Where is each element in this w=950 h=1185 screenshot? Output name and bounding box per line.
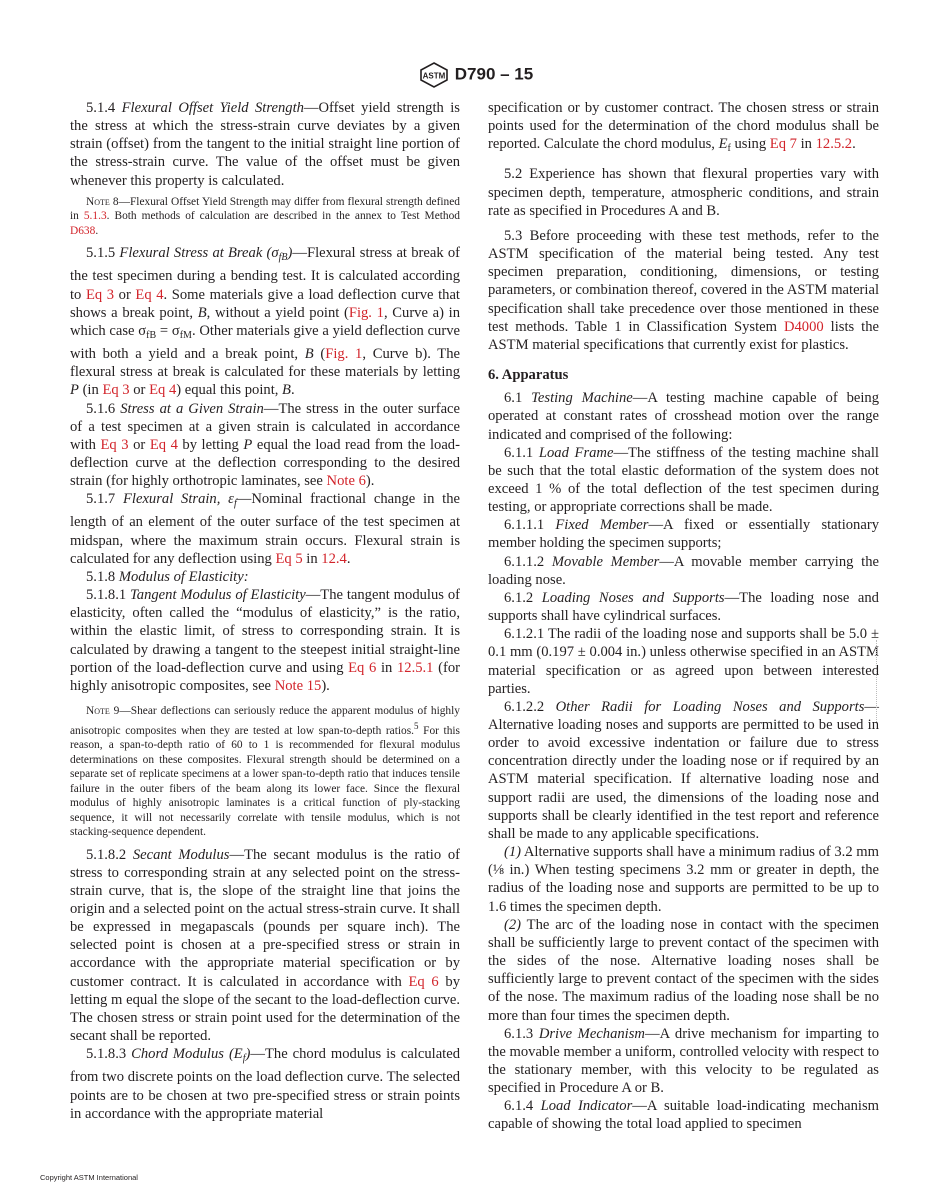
link-eq3[interactable]: Eq 3 [85, 286, 115, 303]
link-12-5-2[interactable]: 12.5.2 [815, 136, 853, 153]
link-eq4[interactable]: Eq 4 [149, 382, 177, 399]
right-column [488, 99, 879, 1134]
copyright-footer: Copyright ASTM International [40, 1173, 138, 1182]
section-6-1-3: 6.1.3 Drive Mechanism—A drive mechanism for imparting to the movable member a uniform, controlled velocity with respect to the stationary member, with this velocity to be regulated as specified in Procedure A or B. [488, 1025, 879, 1097]
link-note15[interactable]: Note 15 [274, 677, 322, 694]
page-header [0, 62, 950, 88]
link-12-5-1[interactable]: 12.5.1 [396, 659, 434, 676]
link-note6[interactable]: Note 6 [326, 473, 366, 490]
link-eq5[interactable]: Eq 5 [275, 550, 303, 567]
heading-apparatus: 6. Apparatus [488, 367, 569, 384]
section-6-1: 6.1 Testing Machine—A testing machine capable of being operated at constant rates of crosshead motion over the range indicated and comprised of the following: [488, 390, 879, 443]
left-column [70, 99, 460, 1123]
section-5-1-8-3-continued: specification or by customer contract. The chosen stress or strain points used for the determination of the chord modulus shall be reported. Calculate the chord modulus, $E_f$ using Eq 7 in 12.5.2. [488, 100, 879, 155]
svg-text:ASTM: ASTM [422, 71, 446, 81]
link-eq7[interactable]: Eq 7 [769, 136, 797, 153]
note-9: Note 9—Shear deflections can seriously reduce the apparent modulus of highly anisotropic composites when they are tested at low span-to-depth ratios.$^5$ For this reason, a span-to-depth ratio of 60 to 1 is recommended for flexural modulus determinations on these composites. Flexural strength should be determined on a separate set of replicate specimens at a lower span-to-depth ratio that induces tensile failure in the outer fibers of the beam along its lower face. Since the flexural modulus of highly anisotropic laminates is a critical function of ply-stacking sequence, it will not necessarily correlate with tensile modulus, which is not stacking-sequence dependent. [70, 705, 460, 839]
link-eq4[interactable]: Eq 4 [149, 436, 178, 453]
section-6-1-2-1: 6.1.2.1 The radii of the loading nose and supports shall be 5.0 ± 0.1 mm (0.197 ± 0.004 in.) unless otherwise specified in an ASTM material specification or as agreed upon between interested parties. [488, 626, 880, 697]
astm-logo-icon [417, 62, 451, 88]
margin-dotted-rule [876, 640, 879, 722]
section-6-1-2-2: 6.1.2.2 Other Radii for Loading Noses and Supports—Alternative loading noses and supports are permitted to be used in order to avoid excessive indentation or failure due to stress concentration directly under the loading nose or if required by an ASTM material specification. If alternative loading nose and support radii are used, the dimensions of the loading nose and supports shall be clearly identified in the test report and reference shall be made to any applicable specifications. [488, 698, 879, 842]
section-6-1-1-1: 6.1.1.1 Fixed Member—A fixed or essentially stationary member holding the specimen supports; [488, 517, 879, 552]
designation: D790 – 15 [454, 64, 534, 84]
section-5-1-8: 5.1.8 Modulus of Elasticity: [86, 568, 249, 585]
section-5-1-8-3: 5.1.8.3 Chord Modulus $(E_f)—The$ chord modulus is calculated from two discrete points on the load deflection curve. The selected points are to be chosen at two pre-specified stress or strain points in accordance with the appropriate material [70, 1046, 460, 1122]
section-5-1-8-1: 5.1.8.1 Tangent Modulus of Elasticity—The tangent modulus of elasticity, often called the “modulus of elasticity,” is the ratio, within the elastic limit, of stress to corresponding strain. It is calculated by drawing a tangent to the steepest initial straight-line portion of the load-deflection curve and using Eq 6 in 12.5.1 (for highly anisotropic composites, see Note 15). [70, 587, 460, 694]
section-6-1-4: 6.1.4 Load Indicator—A suitable load-indicating mechanism capable of showing the total load applied to specimen [488, 1098, 879, 1133]
section-6-1-1-2: 6.1.1.2 Movable Member—A movable member carrying the loading nose. [488, 553, 879, 588]
section-5-1-7: 5.1.7 Flexural Strain, $\varepsilon_f—Nominal$ fractional change in the length of an element of the outer surface of the test specimen at midspan, where the maximum strain occurs. Flexural strain is calculated for any deflection using Eq 5 in 12.4. [70, 491, 460, 567]
section-5-1-5: 5.1.5 Flexural Stress at Break $(\sigma_{fB})—Flexural$ stress at break of the test specimen during a bending test. It is calculated according to Eq 3 or Eq 4. Some materials give a load deflection curve that shows a break point, B, without a yield point (Fig. 1, Curve a) in which case $\sigma_{fB} = \sigma_{fM}$. Other materials give a yield deflection curve with both a yield and a break point, B (Fig. 1, Curve b). The flexural stress at break is calculated for these materials by letting P (in Eq 3 or Eq 4) equal this point, B. [70, 245, 460, 399]
list-item-2: (2) The arc of the loading nose in contact with the specimen shall be sufficiently large to prevent contact of the specimen with the sides of the nose. Alternative loading noses shall be sufficiently large to prevent contact of the specimen with the sides of the nose. The maximum radius of the loading nose shall be no more than four times the specimen depth. [488, 916, 879, 1024]
section-6-1-1: 6.1.1 Load Frame—The stiffness of the testing machine shall be such that the total elastic deformation of the system does not exceed 1 % of the total deflection of the test specimen during testing, or appropriate corrections shall be made. [488, 444, 879, 516]
section-5-1-6: 5.1.6 Stress at a Given Strain—The stress in the outer surface of a test specimen at a given strain is calculated in accordance with Eq 3 or Eq 4 by letting P equal the load read from the load-deflection curve at the deflection corresponding to the desired strain (for highly orthotropic laminates, see Note 6). [70, 400, 460, 490]
link-5-1-3[interactable]: 5.1.3 [83, 210, 107, 223]
link-eq6[interactable]: Eq 6 [408, 973, 439, 990]
link-eq4[interactable]: Eq 4 [135, 286, 164, 303]
section-5-2: 5.2 Experience has shown that flexural properties vary with specimen depth, temperature, atmospheric conditions, and strain rate as specified in Procedures A and B. [488, 166, 879, 219]
list-item-1: (1) Alternative supports shall have a minimum radius of 3.2 mm (⅛ in.) When testing specimens 3.2 mm or greater in depth, the radius of the loading nose and supports are permitted to be up to 1.6 times the specimen depth. [488, 844, 879, 915]
link-eq3[interactable]: Eq 3 [100, 436, 129, 453]
link-eq3[interactable]: Eq 3 [102, 382, 130, 399]
section-5-3: 5.3 Before proceeding with these test methods, refer to the ASTM specification of the material being tested. Any test specimen preparation, conditioning, dimensions, or testing parameters, or combination thereof, covered in the ASTM material specification shall take precedence over those mentioned in these test methods. Table 1 in Classification System D4000 lists the ASTM material specifications that currently exist for plastics. [488, 227, 879, 353]
link-12-4[interactable]: 12.4 [321, 550, 347, 567]
link-d4000[interactable]: D4000 [783, 318, 824, 335]
section-5-1-8-2: 5.1.8.2 Secant Modulus—The secant modulus is the ratio of stress to corresponding strain at any selected point on the stress-strain curve, that is, the slope of the straight line that joins the origin and a selected point on the actual stress-strain curve. It shall be expressed in megapascals (pounds per square inch). The selected point is chosen at a pre-specified stress or strain in accordance with the appropriate material specification or by customer contract. It is calculated in accordance with Eq 6 by letting m equal the slope of the secant to the load-deflection curve. The chosen stress or strain point used for the determination of the secant shall be reported. [70, 846, 460, 1045]
link-fig1[interactable]: Fig. 1 [348, 304, 384, 321]
note-8: Note 8—Flexural Offset Yield Strength may differ from flexural strength defined in 5.1.3. Both methods of calculation are described in the annex to Test Method D638. [70, 195, 460, 237]
link-d638[interactable]: D638 [70, 224, 96, 237]
section-6-1-2: 6.1.2 Loading Noses and Supports—The loading nose and supports shall have cylindrical surfaces. [488, 589, 879, 625]
link-eq6[interactable]: Eq 6 [348, 659, 377, 676]
section-5-1-4: 5.1.4 Flexural Offset Yield Strength—Offset yield strength is the stress at which the stress-strain curve deviates by a given strain (offset) from the tangent to the initial straight line portion of the stress-strain curve. The value of the offset must be given whenever this property is calculated. [70, 100, 460, 189]
link-fig1[interactable]: Fig. 1 [325, 346, 363, 363]
